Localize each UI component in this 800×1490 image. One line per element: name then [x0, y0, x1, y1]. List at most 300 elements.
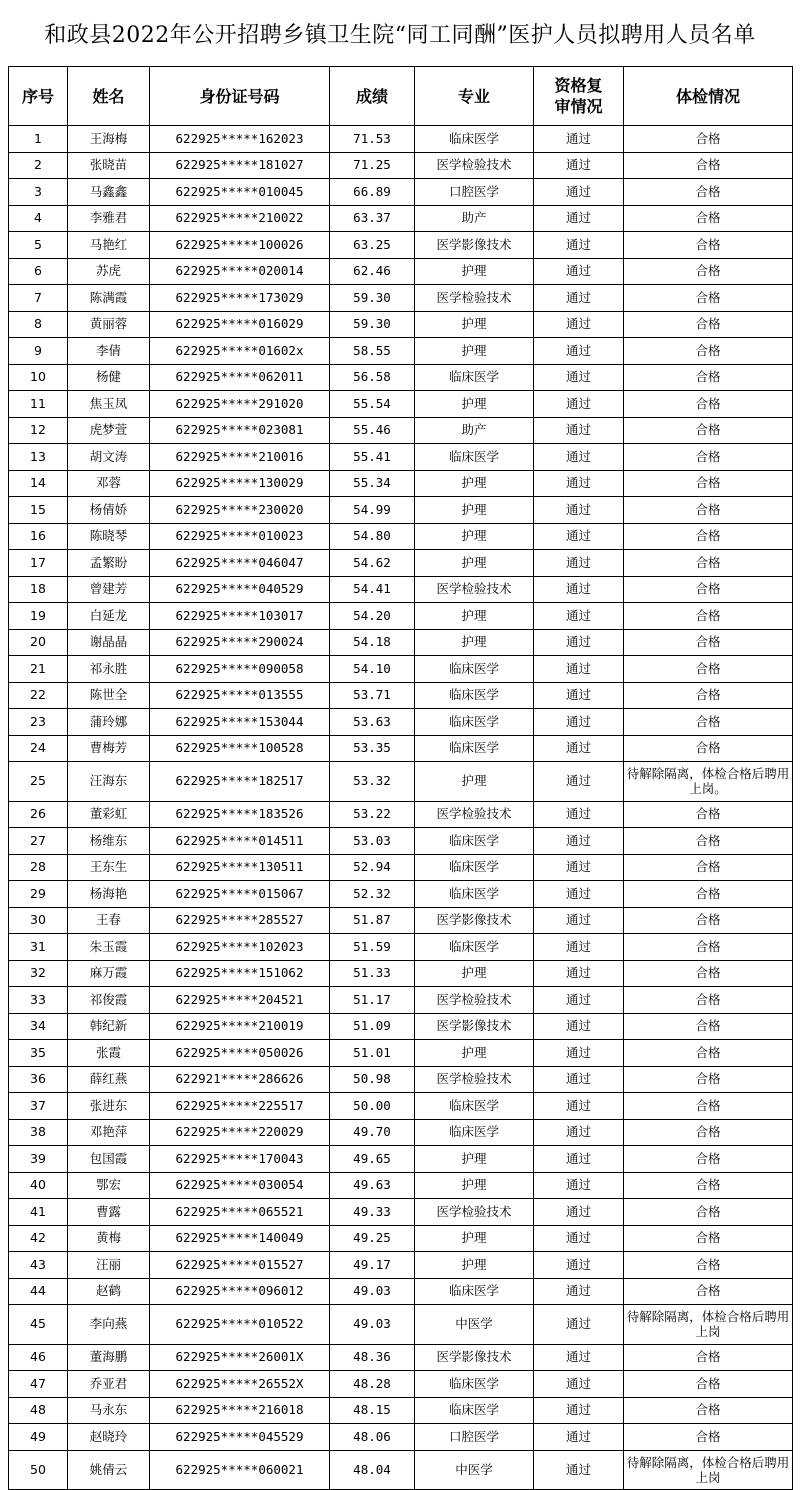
table-row: [9, 1424, 793, 1451]
cell-major: 护理: [415, 311, 534, 338]
cell-major: 护理: [415, 523, 534, 550]
table-row: [9, 550, 793, 577]
cell-review: 通过: [534, 179, 624, 206]
table-row: [9, 1066, 793, 1093]
cell-id: 622925*****130029: [150, 470, 330, 497]
cell-no: 44: [9, 1278, 68, 1305]
table-row: [9, 338, 793, 365]
cell-name: 祁永胜: [68, 656, 150, 683]
table-row: [9, 1371, 793, 1398]
cell-no: 7: [9, 285, 68, 312]
table-row: [9, 391, 793, 418]
cell-name: 邓艳萍: [68, 1119, 150, 1146]
cell-exam: 合格: [624, 1013, 793, 1040]
cell-exam: 合格: [624, 550, 793, 577]
cell-no: 10: [9, 364, 68, 391]
cell-score: 55.54: [330, 391, 415, 418]
cell-name: 李向燕: [68, 1305, 150, 1345]
cell-major: 护理: [415, 338, 534, 365]
cell-no: 5: [9, 232, 68, 259]
header-exam: 体检情况: [624, 67, 793, 126]
table-row: [9, 629, 793, 656]
cell-score: 49.33: [330, 1199, 415, 1226]
cell-major: 护理: [415, 1146, 534, 1173]
table-row: [9, 1278, 793, 1305]
cell-no: 21: [9, 656, 68, 683]
cell-major: 医学检验技术: [415, 801, 534, 828]
cell-score: 54.99: [330, 497, 415, 524]
cell-exam: 合格: [624, 1371, 793, 1398]
cell-review: 通过: [534, 497, 624, 524]
cell-score: 49.70: [330, 1119, 415, 1146]
cell-major: 医学影像技术: [415, 1344, 534, 1371]
cell-major: 医学检验技术: [415, 1199, 534, 1226]
cell-id: 622925*****225517: [150, 1093, 330, 1120]
table-row: [9, 828, 793, 855]
cell-id: 622925*****045529: [150, 1424, 330, 1451]
table-row: [9, 497, 793, 524]
cell-major: 护理: [415, 603, 534, 630]
cell-exam: 合格: [624, 1119, 793, 1146]
cell-id: 622925*****016029: [150, 311, 330, 338]
table-row: [9, 1172, 793, 1199]
cell-name: 马永东: [68, 1397, 150, 1424]
cell-review: 通过: [534, 960, 624, 987]
cell-exam: 合格: [624, 1344, 793, 1371]
cell-no: 50: [9, 1450, 68, 1490]
table-row: [9, 1305, 793, 1345]
cell-id: 622925*****182517: [150, 762, 330, 802]
cell-major: 医学影像技术: [415, 232, 534, 259]
cell-major: 中医学: [415, 1450, 534, 1490]
cell-id: 622925*****291020: [150, 391, 330, 418]
cell-review: 通过: [534, 1252, 624, 1279]
cell-review: 通过: [534, 1371, 624, 1398]
cell-id: 622925*****050026: [150, 1040, 330, 1067]
cell-exam: 合格: [624, 205, 793, 232]
cell-major: 口腔医学: [415, 179, 534, 206]
cell-major: 临床医学: [415, 682, 534, 709]
cell-no: 15: [9, 497, 68, 524]
table-row: [9, 364, 793, 391]
cell-name: 董海鹏: [68, 1344, 150, 1371]
cell-no: 6: [9, 258, 68, 285]
cell-review: 通过: [534, 1146, 624, 1173]
cell-id: 622925*****010045: [150, 179, 330, 206]
cell-name: 赵鹤: [68, 1278, 150, 1305]
cell-review: 通过: [534, 523, 624, 550]
cell-score: 54.20: [330, 603, 415, 630]
cell-name: 苏虎: [68, 258, 150, 285]
cell-name: 杨维东: [68, 828, 150, 855]
cell-exam: 合格: [624, 391, 793, 418]
table-header-row: [9, 67, 793, 126]
cell-score: 55.41: [330, 444, 415, 471]
cell-name: 张进东: [68, 1093, 150, 1120]
cell-name: 黄丽蓉: [68, 311, 150, 338]
cell-review: 通过: [534, 1119, 624, 1146]
cell-exam: 合格: [624, 444, 793, 471]
cell-id: 622925*****204521: [150, 987, 330, 1014]
table-row: [9, 232, 793, 259]
cell-no: 19: [9, 603, 68, 630]
cell-review: 通过: [534, 682, 624, 709]
cell-score: 48.15: [330, 1397, 415, 1424]
cell-id: 622925*****183526: [150, 801, 330, 828]
cell-review: 通过: [534, 550, 624, 577]
cell-exam: 合格: [624, 364, 793, 391]
header-no: 序号: [9, 67, 68, 126]
cell-score: 66.89: [330, 179, 415, 206]
cell-major: 医学检验技术: [415, 152, 534, 179]
cell-exam: 合格: [624, 179, 793, 206]
table-row: [9, 987, 793, 1014]
cell-major: 护理: [415, 258, 534, 285]
cell-exam: 合格: [624, 1424, 793, 1451]
cell-name: 杨健: [68, 364, 150, 391]
cell-review: 通过: [534, 1013, 624, 1040]
cell-no: 17: [9, 550, 68, 577]
cell-review: 通过: [534, 1305, 624, 1345]
cell-score: 53.03: [330, 828, 415, 855]
cell-score: 54.62: [330, 550, 415, 577]
cell-no: 39: [9, 1146, 68, 1173]
cell-review: 通过: [534, 1066, 624, 1093]
cell-no: 14: [9, 470, 68, 497]
cell-id: 622925*****096012: [150, 1278, 330, 1305]
cell-id: 622925*****130511: [150, 854, 330, 881]
cell-no: 26: [9, 801, 68, 828]
cell-review: 通过: [534, 656, 624, 683]
cell-no: 3: [9, 179, 68, 206]
cell-review: 通过: [534, 1040, 624, 1067]
table-row: [9, 444, 793, 471]
cell-major: 中医学: [415, 1305, 534, 1345]
cell-review: 通过: [534, 417, 624, 444]
cell-no: 12: [9, 417, 68, 444]
table-row: [9, 656, 793, 683]
cell-score: 63.37: [330, 205, 415, 232]
cell-score: 54.41: [330, 576, 415, 603]
cell-major: 临床医学: [415, 854, 534, 881]
table-row: [9, 709, 793, 736]
table-row: [9, 960, 793, 987]
cell-id: 622925*****015067: [150, 881, 330, 908]
cell-id: 622925*****102023: [150, 934, 330, 961]
cell-id: 622925*****173029: [150, 285, 330, 312]
cell-name: 包国霞: [68, 1146, 150, 1173]
cell-score: 53.32: [330, 762, 415, 802]
cell-exam: 合格: [624, 709, 793, 736]
cell-no: 43: [9, 1252, 68, 1279]
cell-name: 张晓苗: [68, 152, 150, 179]
cell-score: 52.32: [330, 881, 415, 908]
table-row: [9, 735, 793, 762]
cell-id: 622925*****140049: [150, 1225, 330, 1252]
header-score: 成绩: [330, 67, 415, 126]
cell-exam: 合格: [624, 232, 793, 259]
cell-score: 49.25: [330, 1225, 415, 1252]
cell-exam: 待解除隔离，体检合格后聘用上岗。: [624, 762, 793, 802]
cell-score: 53.22: [330, 801, 415, 828]
cell-score: 58.55: [330, 338, 415, 365]
cell-review: 通过: [534, 907, 624, 934]
cell-no: 22: [9, 682, 68, 709]
cell-major: 医学影像技术: [415, 1013, 534, 1040]
cell-no: 41: [9, 1199, 68, 1226]
cell-major: 护理: [415, 470, 534, 497]
cell-score: 56.58: [330, 364, 415, 391]
cell-name: 虎梦萱: [68, 417, 150, 444]
cell-exam: 合格: [624, 960, 793, 987]
cell-score: 54.18: [330, 629, 415, 656]
cell-review: 通过: [534, 709, 624, 736]
cell-id: 622925*****014511: [150, 828, 330, 855]
cell-review: 通过: [534, 828, 624, 855]
cell-exam: 合格: [624, 152, 793, 179]
cell-major: 护理: [415, 960, 534, 987]
cell-score: 55.46: [330, 417, 415, 444]
table-row: [9, 881, 793, 908]
table-row: [9, 311, 793, 338]
table-row: [9, 417, 793, 444]
cell-no: 25: [9, 762, 68, 802]
cell-id: 622925*****010522: [150, 1305, 330, 1345]
cell-id: 622925*****060021: [150, 1450, 330, 1490]
cell-review: 通过: [534, 391, 624, 418]
cell-id: 622925*****010023: [150, 523, 330, 550]
cell-id: 622925*****153044: [150, 709, 330, 736]
cell-score: 71.53: [330, 126, 415, 153]
cell-name: 韩纪新: [68, 1013, 150, 1040]
cell-major: 助产: [415, 205, 534, 232]
cell-name: 鄂宏: [68, 1172, 150, 1199]
cell-major: 护理: [415, 1225, 534, 1252]
cell-name: 王春: [68, 907, 150, 934]
cell-no: 34: [9, 1013, 68, 1040]
cell-exam: 合格: [624, 1397, 793, 1424]
cell-name: 曾建芳: [68, 576, 150, 603]
cell-major: 护理: [415, 497, 534, 524]
cell-review: 通过: [534, 735, 624, 762]
cell-name: 祁俊霞: [68, 987, 150, 1014]
cell-review: 通过: [534, 258, 624, 285]
cell-no: 16: [9, 523, 68, 550]
cell-name: 杨倩娇: [68, 497, 150, 524]
cell-exam: 合格: [624, 1199, 793, 1226]
cell-score: 51.17: [330, 987, 415, 1014]
cell-id: 622925*****220029: [150, 1119, 330, 1146]
table-row: [9, 934, 793, 961]
cell-exam: 合格: [624, 735, 793, 762]
cell-score: 51.33: [330, 960, 415, 987]
cell-name: 王东生: [68, 854, 150, 881]
cell-id: 622925*****040529: [150, 576, 330, 603]
cell-review: 通过: [534, 338, 624, 365]
cell-no: 8: [9, 311, 68, 338]
cell-no: 31: [9, 934, 68, 961]
cell-name: 汪丽: [68, 1252, 150, 1279]
cell-exam: 合格: [624, 497, 793, 524]
cell-no: 48: [9, 1397, 68, 1424]
cell-review: 通过: [534, 1225, 624, 1252]
cell-no: 1: [9, 126, 68, 153]
cell-exam: 合格: [624, 854, 793, 881]
cell-major: 医学影像技术: [415, 907, 534, 934]
cell-review: 通过: [534, 1424, 624, 1451]
cell-review: 通过: [534, 881, 624, 908]
cell-exam: 合格: [624, 656, 793, 683]
header-id: 身份证号码: [150, 67, 330, 126]
cell-review: 通过: [534, 603, 624, 630]
cell-review: 通过: [534, 1397, 624, 1424]
table-row: [9, 1119, 793, 1146]
cell-name: 马艳红: [68, 232, 150, 259]
cell-exam: 合格: [624, 1172, 793, 1199]
cell-review: 通过: [534, 444, 624, 471]
cell-no: 45: [9, 1305, 68, 1345]
cell-review: 通过: [534, 285, 624, 312]
cell-no: 20: [9, 629, 68, 656]
cell-major: 临床医学: [415, 934, 534, 961]
cell-id: 622925*****230020: [150, 497, 330, 524]
cell-name: 马鑫鑫: [68, 179, 150, 206]
cell-score: 51.59: [330, 934, 415, 961]
cell-no: 9: [9, 338, 68, 365]
table-row: [9, 1146, 793, 1173]
cell-score: 49.03: [330, 1305, 415, 1345]
table-row: [9, 1397, 793, 1424]
cell-no: 13: [9, 444, 68, 471]
table-row: [9, 682, 793, 709]
table-row: [9, 801, 793, 828]
cell-name: 焦玉凤: [68, 391, 150, 418]
table-row: [9, 205, 793, 232]
cell-score: 53.71: [330, 682, 415, 709]
table-row: [9, 854, 793, 881]
cell-no: 29: [9, 881, 68, 908]
cell-name: 胡文涛: [68, 444, 150, 471]
cell-score: 50.98: [330, 1066, 415, 1093]
cell-exam: 合格: [624, 1278, 793, 1305]
cell-major: 医学检验技术: [415, 987, 534, 1014]
table-row: [9, 523, 793, 550]
cell-major: 护理: [415, 1172, 534, 1199]
cell-no: 36: [9, 1066, 68, 1093]
cell-name: 谢晶晶: [68, 629, 150, 656]
cell-id: 622925*****065521: [150, 1199, 330, 1226]
cell-review: 通过: [534, 1278, 624, 1305]
cell-major: 临床医学: [415, 656, 534, 683]
header-name: 姓名: [68, 67, 150, 126]
cell-no: 32: [9, 960, 68, 987]
cell-major: 助产: [415, 417, 534, 444]
cell-major: 临床医学: [415, 1397, 534, 1424]
cell-name: 曹露: [68, 1199, 150, 1226]
cell-major: 护理: [415, 629, 534, 656]
cell-review: 通过: [534, 987, 624, 1014]
cell-name: 蒲玲娜: [68, 709, 150, 736]
cell-id: 622925*****103017: [150, 603, 330, 630]
cell-score: 53.35: [330, 735, 415, 762]
cell-major: 护理: [415, 391, 534, 418]
cell-no: 38: [9, 1119, 68, 1146]
cell-name: 李倩: [68, 338, 150, 365]
cell-id: 622925*****210016: [150, 444, 330, 471]
cell-major: 护理: [415, 762, 534, 802]
cell-no: 2: [9, 152, 68, 179]
cell-major: 临床医学: [415, 1119, 534, 1146]
cell-id: 622925*****216018: [150, 1397, 330, 1424]
cell-exam: 合格: [624, 1066, 793, 1093]
cell-name: 孟繁盼: [68, 550, 150, 577]
cell-score: 59.30: [330, 285, 415, 312]
cell-exam: 合格: [624, 934, 793, 961]
cell-exam: 合格: [624, 987, 793, 1014]
cell-no: 18: [9, 576, 68, 603]
cell-major: 临床医学: [415, 1371, 534, 1398]
cell-no: 49: [9, 1424, 68, 1451]
cell-name: 曹梅芳: [68, 735, 150, 762]
cell-major: 护理: [415, 1252, 534, 1279]
cell-name: 汪海东: [68, 762, 150, 802]
table-row: [9, 285, 793, 312]
cell-name: 董彩虹: [68, 801, 150, 828]
cell-review: 通过: [534, 205, 624, 232]
table-row: [9, 1344, 793, 1371]
cell-id: 622925*****046047: [150, 550, 330, 577]
cell-name: 麻万霞: [68, 960, 150, 987]
cell-name: 李雅君: [68, 205, 150, 232]
cell-exam: 合格: [624, 576, 793, 603]
cell-major: 临床医学: [415, 709, 534, 736]
cell-score: 55.34: [330, 470, 415, 497]
cell-name: 陈满霞: [68, 285, 150, 312]
cell-exam: 合格: [624, 682, 793, 709]
cell-id: 622925*****162023: [150, 126, 330, 153]
cell-review: 通过: [534, 1093, 624, 1120]
header-major: 专业: [415, 67, 534, 126]
cell-id: 622925*****285527: [150, 907, 330, 934]
cell-name: 邓蓉: [68, 470, 150, 497]
cell-name: 朱玉霞: [68, 934, 150, 961]
table-row: [9, 152, 793, 179]
cell-name: 杨海艳: [68, 881, 150, 908]
cell-no: 47: [9, 1371, 68, 1398]
cell-score: 62.46: [330, 258, 415, 285]
cell-no: 28: [9, 854, 68, 881]
table-row: [9, 258, 793, 285]
cell-name: 王海梅: [68, 126, 150, 153]
cell-exam: 合格: [624, 629, 793, 656]
table-row: [9, 1252, 793, 1279]
page-title: 和政县2022年公开招聘乡镇卫生院“同工同酬”医护人员拟聘用人员名单: [44, 22, 756, 48]
cell-review: 通过: [534, 576, 624, 603]
cell-review: 通过: [534, 311, 624, 338]
cell-score: 48.04: [330, 1450, 415, 1490]
cell-no: 11: [9, 391, 68, 418]
cell-name: 陈晓琴: [68, 523, 150, 550]
cell-id: 622925*****020014: [150, 258, 330, 285]
cell-exam: 合格: [624, 417, 793, 444]
cell-name: 薛红燕: [68, 1066, 150, 1093]
header-review: 资格复审情况: [534, 67, 624, 126]
cell-exam: 合格: [624, 1040, 793, 1067]
cell-exam: 合格: [624, 881, 793, 908]
cell-id: 622925*****013555: [150, 682, 330, 709]
cell-major: 临床医学: [415, 364, 534, 391]
cell-no: 27: [9, 828, 68, 855]
